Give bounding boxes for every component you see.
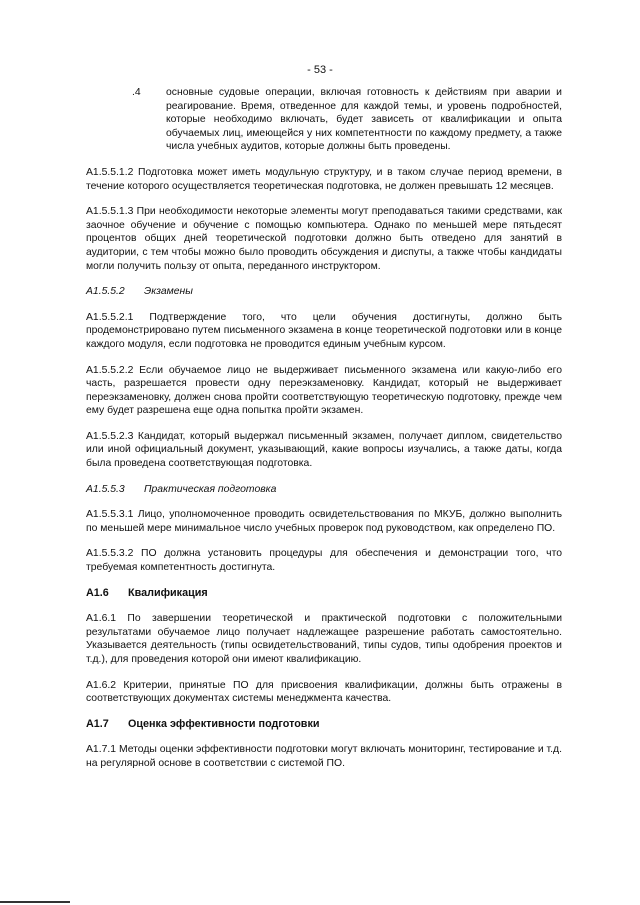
list-item xyxy=(86,86,562,154)
subsection-number: A1.5.5.3 xyxy=(86,483,125,495)
subsection-heading-exams xyxy=(86,285,562,299)
paragraph-a1-5-5-2-1: A1.5.5.2.1 Подтверждение того, что цели обучения достигнуты, должно быть продемонстрировано путем письменного экзамена в конце теоретической подготовки или в конце каждого модуля, если подготовка не проводится единым учебным курсом. xyxy=(86,311,562,350)
subsection-title: Практическая подготовка xyxy=(144,483,277,495)
paragraph-a1-7-1: A1.7.1 Методы оценки эффективности подготовки могут включать мониторинг, тестирование и т.д. на регулярной основе в соответствии с системой ПО. xyxy=(86,744,562,769)
section-heading-qualification xyxy=(86,587,562,601)
paragraph-a1-5-5-1-3: A1.5.5.1.3 При необходимости некоторые элементы могут преподаваться такими средствами, как заочное обучение и обучение с помощью компьютера. Однако по меньшей мере пятьдесят процентов общих дней теоретической подготовки должно быть отведено для занятий в аудитории, с тем чтобы можно было проводить обсуждения и диспуты, а также чтобы кандидаты могли получить пользу от опыта, переданного инструктором. xyxy=(86,206,562,272)
footer-rule xyxy=(0,901,70,903)
list-item-number: .4 xyxy=(132,87,141,98)
paragraph-a1-5-5-2-2: A1.5.5.2.2 Если обучаемое лицо не выдерживает письменного экзамена или какую-либо его часть, разрешается провести одну переэкзаменовку. Кандидат, который не выдерживает переэкзаменовку, должен снова пройти соответствующую теоретическую подготовку, прежде чем ему будет разрешена еще одна попытка пройти экзамен. xyxy=(86,364,562,417)
paragraph-a1-6-1: A1.6.1 По завершении теоретической и практической подготовки с положительными результатами обучаемое лицо получает надлежащее разрешение работать самостоятельно. Указывается деятельность (типы освидетельствований, типы судов, типы одобрения проектов и т.д.), для проведения которой они имеют квалификацию. xyxy=(86,613,562,665)
subsection-heading-practical xyxy=(86,483,562,497)
subsection-number: A1.5.5.2 xyxy=(86,286,125,298)
subsection-title: Экзамены xyxy=(144,286,193,298)
paragraph-a1-5-5-2-3: A1.5.5.2.3 Кандидат, который выдержал письменный экзамен, получает диплом, свидетельство или иной официальный документ, указывающий, какие вопросы изучались, а также даты, когда была проведена соответствующая подготовка. xyxy=(86,430,562,470)
section-number: A1.6 xyxy=(86,586,109,599)
paragraph-a1-6-2: A1.6.2 Критерии, принятые ПО для присвоения квалификации, должны быть отражены в соответствующих документах системы менеджмента качества. xyxy=(86,679,562,705)
paragraph-a1-5-5-3-2: A1.5.5.3.2 ПО должна установить процедуры для обеспечения и демонстрации того, что требуемая компетентность достигнута. xyxy=(86,548,562,574)
section-title: Квалификация xyxy=(128,586,208,599)
section-title: Оценка эффективности подготовки xyxy=(128,717,320,730)
section-heading-evaluation xyxy=(86,718,562,732)
paragraph-a1-5-5-1-2: A1.5.5.1.2 Подготовка может иметь модульную структуру, и в таком случае период времени, в течение которого осуществляется теоретическая подготовка, не должен превышать 12 месяцев. xyxy=(86,166,562,192)
document-body xyxy=(86,86,562,783)
list-item-text: основные судовые операции, включая готовность к действиям при аварии и реагирование. Время, отведенное для каждой темы, и уровень подробностей, которые необходимо включать, будет зависеть от квалификации и опыта обучаемых лиц, имеющейся у них компетентности по каждому предмету, а также числа учебных аудитов, которые должны быть проведены. xyxy=(166,87,562,153)
page-number: - 53 - xyxy=(307,64,333,76)
section-number: A1.7 xyxy=(86,717,109,730)
paragraph-a1-5-5-3-1: A1.5.5.3.1 Лицо, уполномоченное проводить освидетельствования по МКУБ, должно выполнить по меньшей мере минимальное число учебных проверок под руководством, как определено ПО. xyxy=(86,509,562,534)
